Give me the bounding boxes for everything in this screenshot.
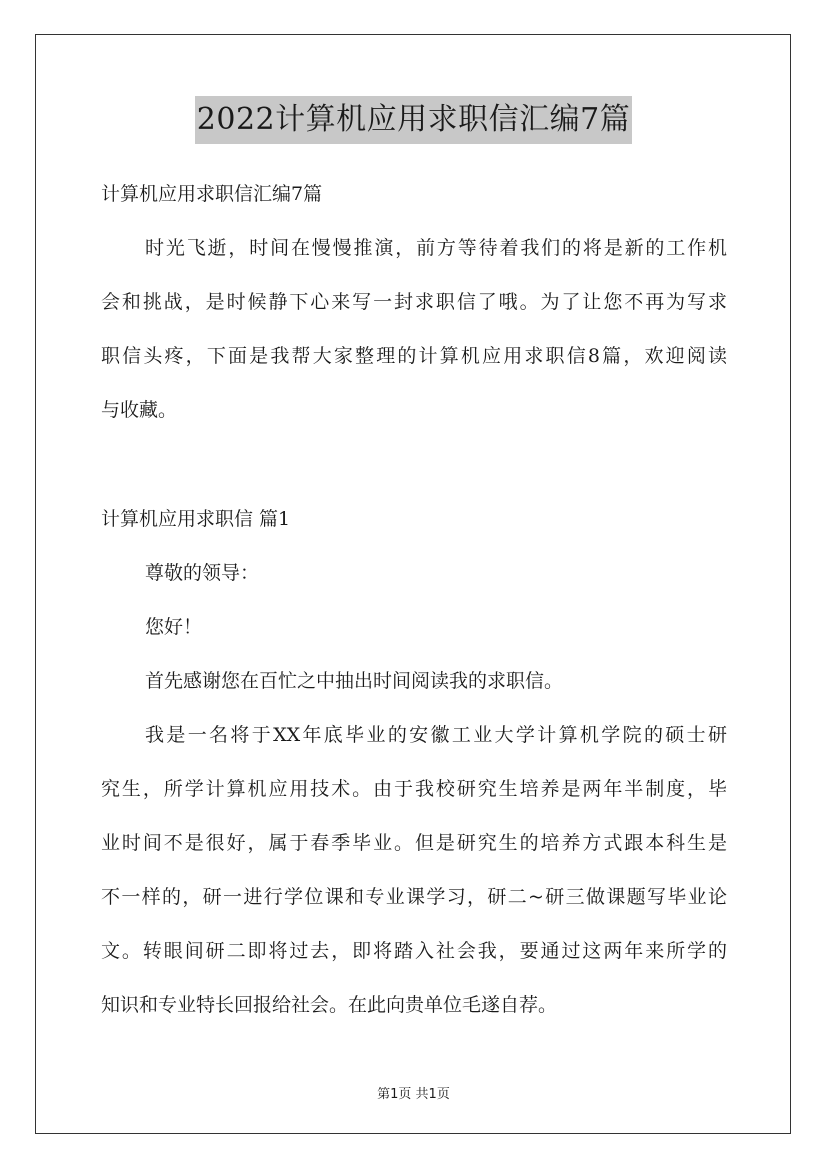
thanks-paragraph: 首先感谢您在百忙之中抽出时间阅读我的求职信。 <box>145 670 564 692</box>
body-line: 不一样的，研一进行学位课和专业课学习，研二~研三做课题写毕业论 <box>101 886 727 908</box>
document-subtitle: 计算机应用求职信汇编7篇 <box>101 183 323 205</box>
page-footer: 第1页 共1页 <box>377 1087 450 1102</box>
body-line: 知识和专业特长回报给社会。在此向贵单位毛遂自荐。 <box>101 994 558 1016</box>
body-line: 究生，所学计算机应用技术。由于我校研究生培养是两年半制度，毕 <box>101 778 727 800</box>
intro-line: 时光飞逝，时间在慢慢推演，前方等待着我们的将是新的工作机 <box>145 237 727 259</box>
title-container <box>0 96 827 144</box>
body-line: 业时间不是很好，属于春季毕业。但是研究生的培养方式跟本科生是 <box>101 832 727 854</box>
intro-paragraph <box>101 236 727 452</box>
body-paragraph <box>101 723 727 1047</box>
section-heading: 计算机应用求职信 篇1 <box>101 508 291 530</box>
body-line: 我是一名将于XX年底毕业的安徽工业大学计算机学院的硕士研 <box>145 724 727 746</box>
salutation: 尊敬的领导： <box>145 562 260 584</box>
intro-line: 与收藏。 <box>101 399 178 421</box>
greeting: 您好！ <box>145 616 203 638</box>
body-line: 文。转眼间研二即将过去，即将踏入社会我，要通过这两年来所学的 <box>101 940 727 962</box>
document-title: 2022计算机应用求职信汇编7篇 <box>195 96 632 144</box>
intro-line: 会和挑战，是时候静下心来写一封求职信了哦。为了让您不再为写求 <box>101 291 727 313</box>
intro-line: 职信头疼，下面是我帮大家整理的计算机应用求职信8篇，欢迎阅读 <box>101 345 727 367</box>
